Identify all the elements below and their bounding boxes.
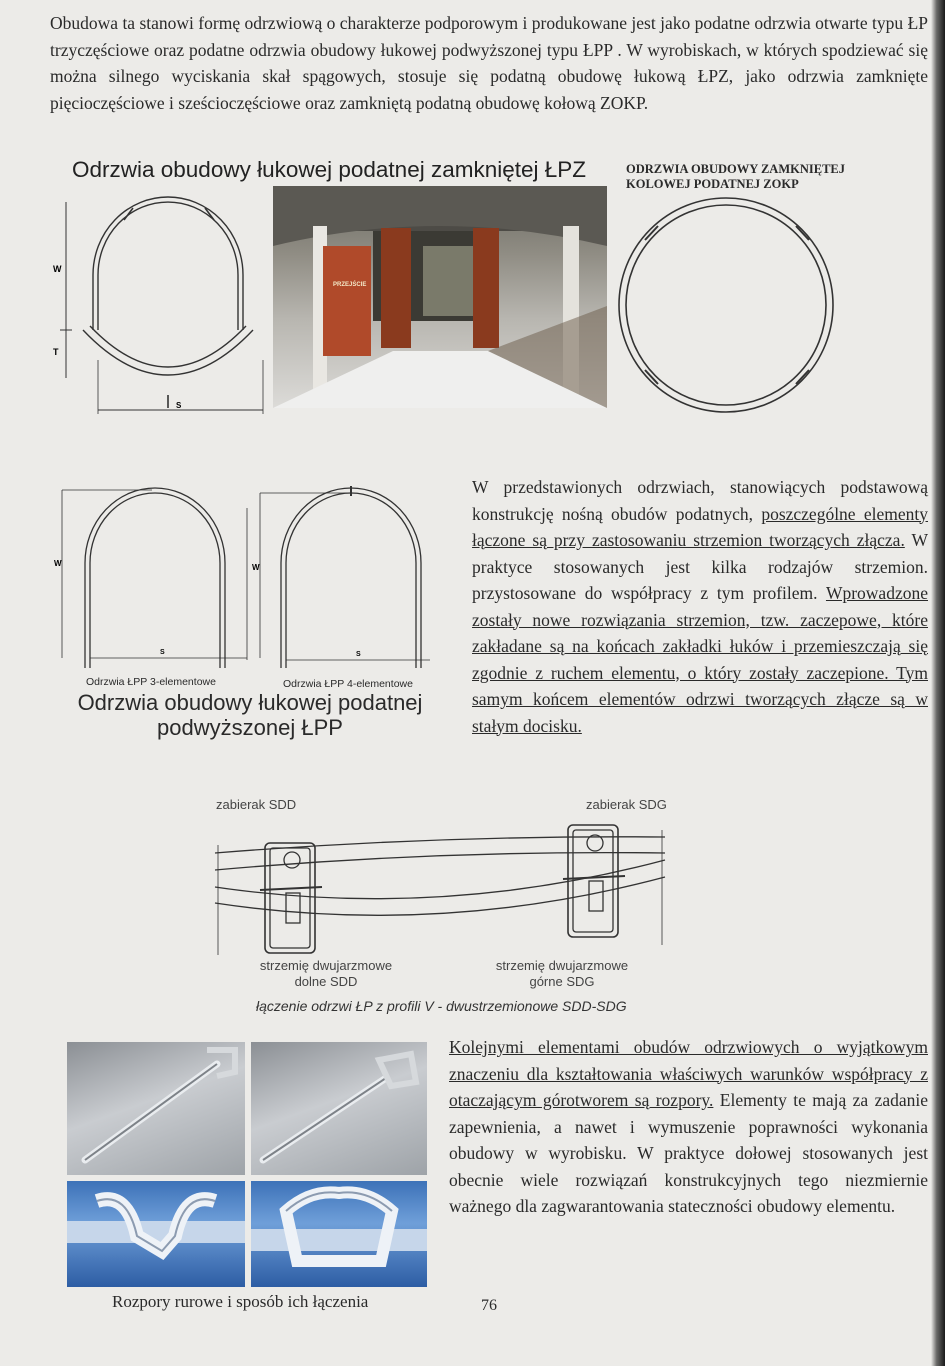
dim-w-lpp4: W <box>252 563 260 572</box>
rozpora-joint-photo-1 <box>67 1181 245 1287</box>
intro-paragraph: Obudowa ta stanowi formę odrzwiową o charakterze podporowym i produkowane jest jako podatne odrzwia otwarte typu ŁP trzyczęściowe oraz podatne odrzwia obudowy łukowej podwyższonej typu ŁPP . W wyrobiskach, w których spodziewać się można silnego wyciskania skał spągowych, stosuje się podatną obudowę łukową ŁPZ, jako odrzwia zamknięte pięcioczęściowe i sześcioczęściowe oraz zamkniętą podatną obudowę kołową ZOKP. <box>50 13 928 113</box>
door-sign: PRZEJŚCIE <box>333 282 367 288</box>
heading-zokp-line1: ODRZWIA OBUDOWY ZAMKNIĘTEJ <box>626 162 846 176</box>
caption-rozpory: Rozpory rurowe i sposób ich łączenia <box>112 1292 369 1311</box>
lpp3-arch-drawing <box>52 478 252 678</box>
heading-lpp-line2: podwyższonej ŁPP <box>157 715 343 740</box>
label-strzemie-dolne <box>246 958 406 990</box>
dim-w-lpp3: W <box>54 559 62 568</box>
para2-text2: W praktyce stosowanych jest kilka rodzajów strzemion. przystosowane do współpracy z tym profilem. <box>472 530 928 603</box>
dim-t-lpz: T <box>53 347 59 357</box>
paragraph-strzemiona <box>472 474 928 739</box>
lpp4-arch-drawing <box>248 478 448 678</box>
rozpora-photo-1 <box>67 1042 245 1175</box>
label-strzemie-dolne-line1: strzemię dwujarzmowe <box>259 958 393 973</box>
label-strzemie-dolne-line2: dolne SDD <box>294 974 358 989</box>
heading-lpp <box>52 690 448 740</box>
heading-zokp <box>626 162 845 192</box>
caption-joint: łączenie odrzwi ŁP z profili V - dwustrzemionowe SDD-SDG <box>256 998 627 1014</box>
para2-underlined2: Wprowadzone zostały nowe rozwiązania strzemion, tzw. zaczepowe, które zakładane są na końcach zakładki łuków i przemieszczają się zgodnie z ruchem elementu, o który zostały zaczepione. Tym samym końcem elementów odrzwi tworzących złącze są w stałym docisku. <box>472 583 928 736</box>
paragraph-rozpory <box>449 1034 928 1220</box>
dim-w-lpz: W <box>53 264 62 274</box>
page-number: 76 <box>481 1297 497 1314</box>
zokp-ring-drawing <box>612 192 842 422</box>
caption-lpp4: Odrzwia ŁPP 4-elementowe <box>283 678 413 690</box>
rozpora-joint-photo-2 <box>251 1181 427 1287</box>
caption-lpp3: Odrzwia ŁPP 3-elementowe <box>86 676 216 688</box>
para3-text: Elementy te mają za zadanie zapewnienia, a nawet i wymuszenie poprawności wykonania obudowy w wyrobisku. W praktyce dołowej stosowanych jest obecnie wiele rozwiązań konstrukcyjnych tego niezmiernie ważnego dla zagwarantowania stateczności obudowy elementu. <box>449 1090 929 1216</box>
dim-s-lpz: S <box>176 401 182 410</box>
heading-lpz: Odrzwia obudowy łukowej podatnej zamkniętej ŁPZ <box>72 157 587 182</box>
label-strzemie-gorne <box>482 958 642 990</box>
scan-edge-shadow <box>931 0 945 1366</box>
joint-drawing <box>210 815 675 965</box>
rozpora-photo-2 <box>251 1042 427 1175</box>
lpz-arch-drawing <box>48 180 273 415</box>
tunnel-photo <box>273 186 607 408</box>
label-zabierak-sdd: zabierak SDD <box>216 797 297 812</box>
label-zabierak-sdg: zabierak SDG <box>586 797 667 812</box>
label-strzemie-gorne-line1: strzemię dwujarzmowe <box>495 958 629 973</box>
para3-underlined: Kolejnymi elementami obudów odrzwiowych o wyjątkowym znaczeniu dla kształtowania właściwych warunków współpracy z otaczającym górotworem są rozpory. <box>449 1037 928 1110</box>
dim-s-lpp3: S <box>160 649 165 656</box>
dim-s-lpp4: S <box>356 651 361 658</box>
label-strzemie-gorne-line2: górne SDG <box>529 974 595 989</box>
para2-text1: W przedstawionych odrzwiach, stanowiących podstawową konstrukcję nośną obudów podatnych, <box>472 477 928 524</box>
heading-lpp-line1: Odrzwia obudowy łukowej podatnej <box>77 690 423 715</box>
para2-underlined1: poszczególne elementy łączone są przy zastosowaniu strzemion tworzących złącza. <box>472 503 929 550</box>
heading-zokp-line2: KOLOWEJ PODATNEJ ZOKP <box>626 177 799 191</box>
